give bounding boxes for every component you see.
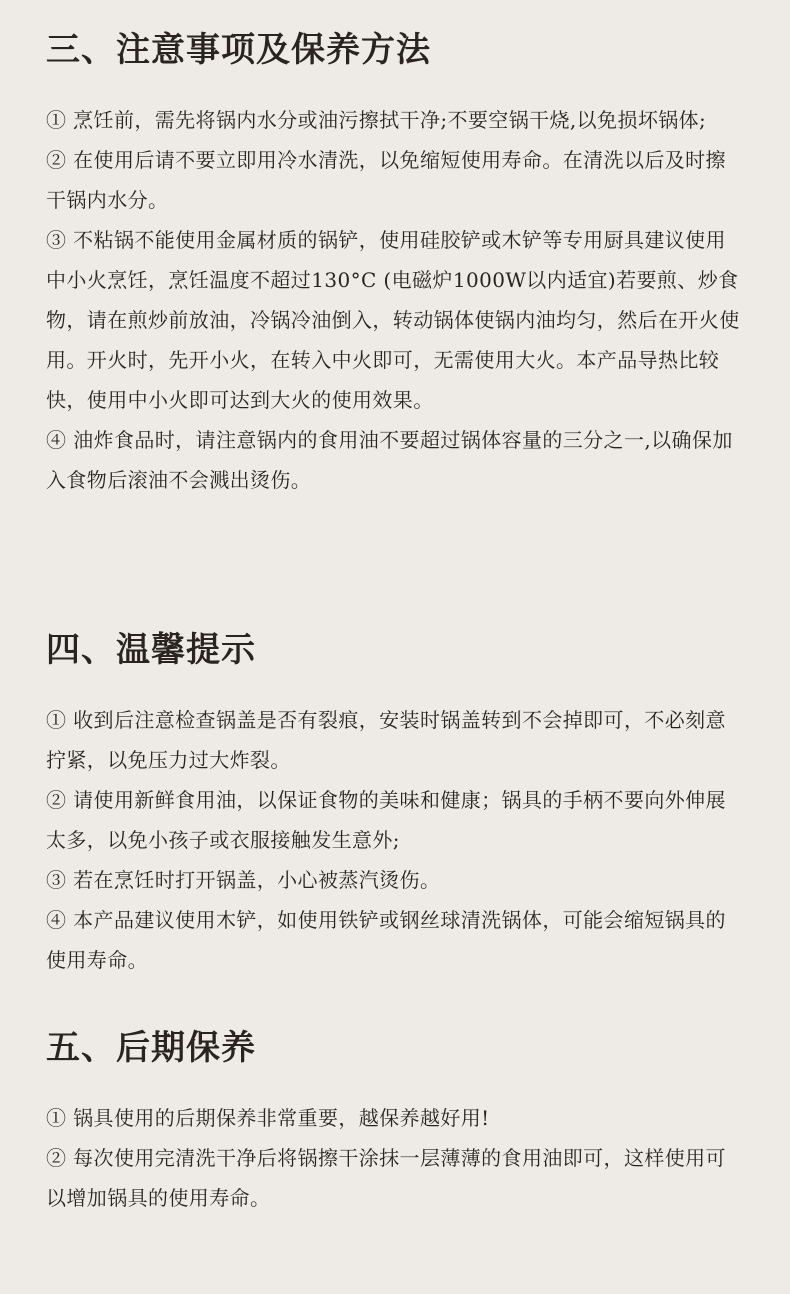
maintenance-list (46, 1098, 746, 1218)
section-title-precautions: 三、注意事项及保养方法 (46, 30, 431, 70)
tip-item-2: ② 请使用新鲜食用油，以保证食物的美味和健康；锅具的手柄不要向外伸展太多，以免小孩子或衣服接触发生意外; (46, 788, 726, 852)
tip-item-1: ① 收到后注意检查锅盖是否有裂痕，安装时锅盖转到不会掉即可，不必刻意拧紧，以免压力过大炸裂。 (46, 708, 726, 772)
precaution-item-3: ③ 不粘锅不能使用金属材质的锅铲，使用硅胶铲或木铲等专用厨具建议使用中小火烹饪，烹饪温度不超过130°C (电磁炉1000W以内适宜)若要煎、炒食物，请在煎炒前放油，冷锅冷油倒入，转动锅体使锅内油均匀，然后在开火使用。开火时，先开小火，在转入中火即可，无需使用大火。本产品导热比较快，使用中小火即可达到大火的使用效果。 (46, 228, 740, 412)
maintenance-item-2: ② 每次使用完清洗干净后将锅擦干涂抹一层薄薄的食用油即可，这样使用可以增加锅具的使用寿命。 (46, 1146, 726, 1210)
precaution-item-4: ④ 油炸食品时，请注意锅内的食用油不要超过锅体容量的三分之一,以确保加入食物后滚油不会溅出烫伤。 (46, 428, 733, 492)
precautions-list (46, 100, 746, 500)
section-maintenance (46, 1026, 746, 1218)
precaution-item-2: ② 在使用后请不要立即用冷水清洗，以免缩短使用寿命。在清洗以后及时擦干锅内水分。 (46, 148, 726, 212)
section-title-tips: 四、温馨提示 (46, 630, 256, 670)
section-tips (46, 628, 746, 980)
section-precautions-and-care (46, 28, 746, 500)
tip-item-4: ④ 本产品建议使用木铲，如使用铁铲或钢丝球清洗锅体，可能会缩短锅具的使用寿命。 (46, 908, 726, 972)
maintenance-item-1: ① 锅具使用的后期保养非常重要，越保养越好用! (46, 1106, 490, 1130)
tip-item-3: ③ 若在烹饪时打开锅盖，小心被蒸汽烫伤。 (46, 868, 441, 892)
tips-list (46, 700, 746, 980)
section-title-maintenance: 五、后期保养 (46, 1028, 256, 1068)
precaution-item-1: ① 烹饪前，需先将锅内水分或油污擦拭干净;不要空锅干烧,以免损坏锅体; (46, 108, 707, 132)
